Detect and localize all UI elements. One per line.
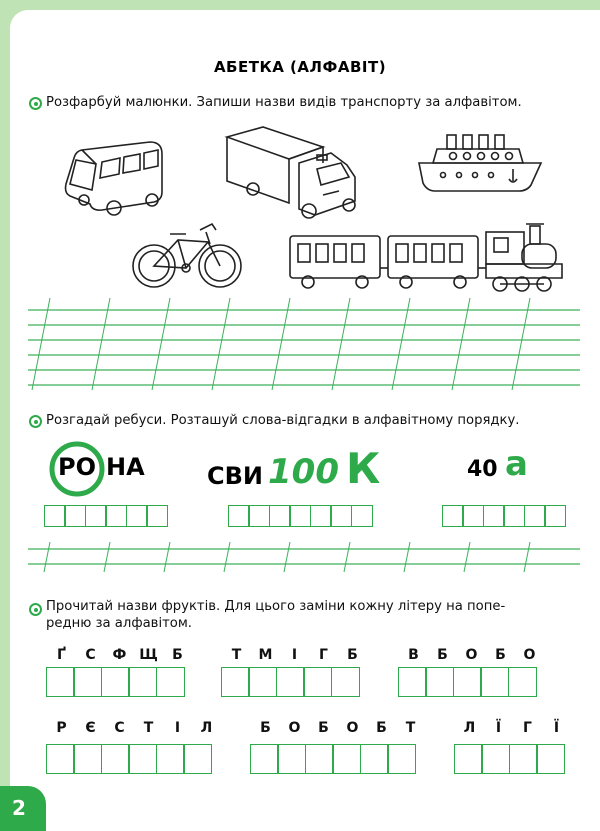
task3-line2: редню за алфавітом. — [46, 616, 192, 631]
word-cipher: В Б О Б О — [408, 647, 536, 663]
page-number: 2 — [12, 796, 26, 820]
rebus1-circled: РО — [58, 453, 96, 481]
word-cipher: Б О Б О Б Т — [260, 720, 416, 736]
rebus3-number: 40 — [467, 457, 498, 482]
word-cipher: Л Ї Г Ї — [463, 720, 560, 736]
answer-boxes-word5[interactable] — [251, 744, 416, 774]
answer-boxes-word3[interactable] — [399, 667, 537, 697]
task2-text: Розгадай ребуси. Розташуй слова-відгадки в алфавітному порядку. — [46, 413, 520, 428]
rebus3-letter: а — [505, 444, 528, 484]
rebus2-suffix: К — [346, 444, 381, 493]
answer-boxes-word1[interactable] — [47, 667, 185, 697]
task1-text: Розфарбуй малюнки. Запиши назви видів транспорту за алфавітом. — [46, 95, 522, 110]
word-cipher: Р Є С Т І Л — [56, 720, 213, 736]
answer-boxes-word6[interactable] — [455, 744, 565, 774]
word-cipher: Ґ С Ф Щ Б — [57, 647, 183, 663]
rebus1-rest: НА — [106, 453, 145, 481]
page-title: АБЕТКА (АЛФАВІТ) — [213, 58, 387, 76]
task3-line1: Прочитай назви фруктів. Для цього заміни кожну літеру на попе- — [46, 599, 506, 614]
rebus2-number: 100 — [268, 452, 339, 492]
answer-boxes-word2[interactable] — [222, 667, 360, 697]
rebus2-prefix: СВИ — [207, 462, 263, 490]
answer-boxes-word4[interactable] — [47, 744, 212, 774]
bullet-icon — [29, 603, 42, 616]
word-cipher: Т М І Г Б — [231, 647, 358, 663]
